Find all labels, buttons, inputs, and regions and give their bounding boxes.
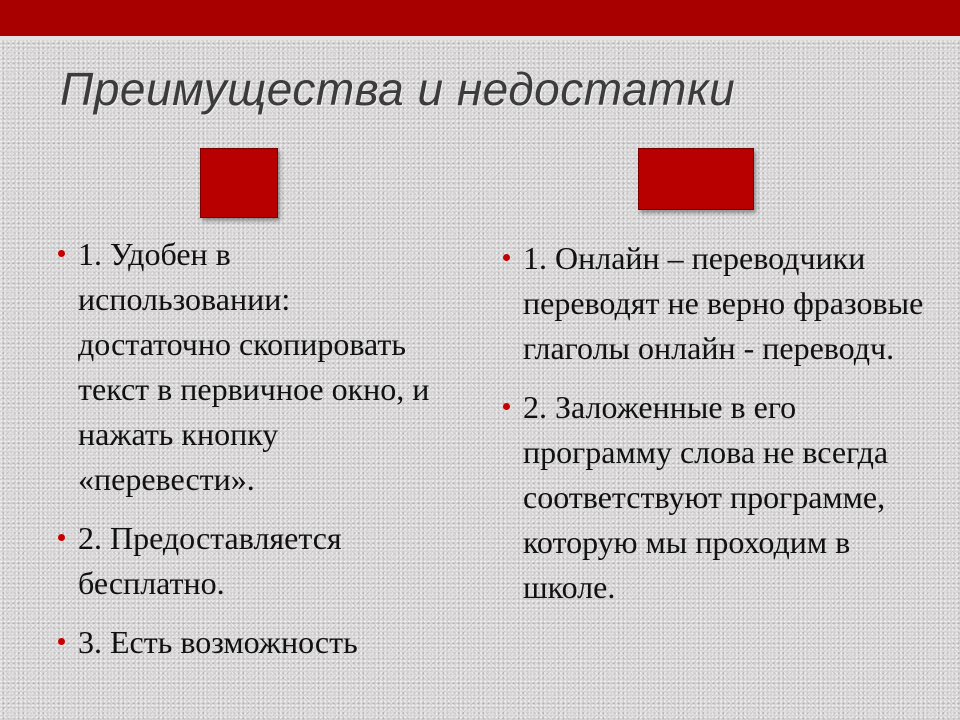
disadvantage-item (503, 236, 943, 371)
disadvantage-item (503, 385, 943, 610)
bullet-icon (503, 403, 510, 410)
advantages-list (58, 232, 438, 679)
bullet-icon (58, 638, 65, 645)
disadvantages-marker (638, 148, 754, 210)
bullet-icon (58, 250, 65, 257)
bullet-icon (58, 534, 65, 541)
advantage-item (58, 620, 438, 665)
slide-title: Преимущества и недостатки (60, 63, 736, 115)
bullet-icon (503, 254, 510, 261)
advantage-text: 1. Удобен в использовании: достаточно скопировать текст в первичное окно, и нажать кнопку «перевести». (78, 236, 430, 497)
top-accent-bar (0, 0, 960, 36)
top-bar-divider (0, 36, 960, 40)
disadvantages-list (503, 236, 943, 624)
advantage-item (58, 516, 438, 606)
advantage-item (58, 232, 438, 502)
disadvantage-text: 1. Онлайн – переводчики переводят не верно фразовые глаголы онлайн - переводч. (523, 240, 924, 366)
advantage-text: 2. Предоставляется бесплатно. (78, 520, 342, 601)
advantage-text: 3. Есть возможность (78, 624, 358, 660)
disadvantage-text: 2. Заложенные в его программу слова не всегда соответствуют программе, которую мы проходим в школе. (523, 389, 889, 605)
advantages-marker (200, 148, 278, 218)
